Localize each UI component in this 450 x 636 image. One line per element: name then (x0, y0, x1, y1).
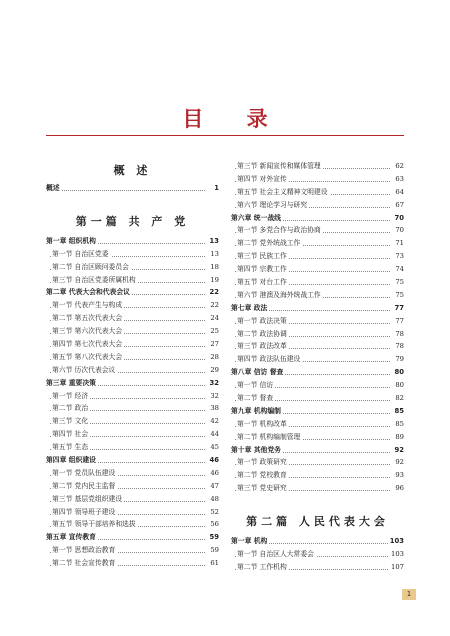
entry-label: 第八章 信访 督查 (231, 366, 285, 379)
toc-section-entry[interactable] (46, 518, 219, 531)
entry-label: 第二节 工作机构 (237, 561, 289, 574)
toc-chapter-entry[interactable] (231, 444, 404, 457)
toc-section-entry[interactable] (46, 390, 219, 403)
entry-label: 第一节 思想政治教育 (52, 544, 117, 557)
entry-page-number: 85 (393, 418, 404, 431)
entry-page-number: 62 (393, 160, 404, 173)
entry-page-number: 93 (393, 469, 404, 482)
entry-page-number: 32 (208, 377, 219, 390)
entry-label: 第一节 机构改革 (237, 418, 289, 431)
entry-label: 第二章 代表大会和代表会议 (46, 286, 132, 299)
toc-section-entry[interactable] (231, 186, 404, 199)
entry-label: 第三节 基层党组织建设 (52, 493, 124, 506)
entry-label: 第一节 政法决策 (237, 315, 289, 328)
entry-page-number: 59 (208, 531, 219, 544)
entry-label: 第一节 政策研究 (237, 456, 289, 469)
entry-label: 第三节 文化 (52, 415, 90, 428)
entry-label: 第一节 经济 (52, 390, 90, 403)
toc-section-entry[interactable] (46, 338, 219, 351)
entry-page-number: 24 (208, 312, 219, 325)
entry-page-number: 79 (393, 353, 404, 366)
entry-page-number: 52 (208, 506, 219, 519)
toc-section-entry[interactable] (46, 441, 219, 454)
entry-page-number: 63 (393, 173, 404, 186)
entry-page-number: 82 (393, 392, 404, 405)
entry-page-number: 61 (208, 557, 219, 570)
entry-label: 第六章 统一战线 (231, 212, 283, 225)
entry-page-number: 103 (388, 535, 404, 548)
dot-leader (50, 190, 205, 191)
entry-page-number: 64 (393, 186, 404, 199)
entry-label: 第五节 对台工作 (237, 276, 289, 289)
toc-section-entry[interactable] (46, 364, 219, 377)
entry-page-number: 45 (208, 441, 219, 454)
toc-left-column (46, 160, 219, 570)
toc-section-entry[interactable] (46, 402, 219, 415)
entry-page-number: 75 (393, 276, 404, 289)
page-number: 1 (402, 589, 416, 600)
entry-label: 第四节 领导班子建设 (52, 506, 117, 519)
entry-label: 第三节 党史研究 (237, 482, 289, 495)
entry-label: 第六节 港澳及海外统战工作 (237, 289, 323, 302)
toc-section-entry[interactable] (231, 418, 404, 431)
entry-label: 第三节 民族工作 (237, 250, 289, 263)
entry-page-number: 103 (389, 548, 404, 561)
entry-page-number: 70 (393, 224, 404, 237)
toc-section-entry[interactable] (46, 467, 219, 480)
entry-page-number: 47 (208, 480, 219, 493)
entry-page-number: 78 (393, 340, 404, 353)
toc-section-entry[interactable] (46, 415, 219, 428)
entry-page-number: 29 (208, 364, 219, 377)
part-heading: 第一篇 共 产 党 (75, 214, 190, 228)
entry-label: 第三节 新闻宣传和媒体管理 (237, 160, 323, 173)
toc-section-entry[interactable] (46, 351, 219, 364)
entry-label: 第三节 第六次代表大会 (52, 325, 124, 338)
entry-page-number: 32 (208, 390, 219, 403)
toc-section-entry[interactable] (46, 428, 219, 441)
toc-section-entry[interactable] (46, 325, 219, 338)
entry-page-number: 25 (208, 325, 219, 338)
entry-label: 第三节 自治区党委所属机构 (52, 274, 138, 287)
toc-chapter-entry[interactable] (46, 531, 219, 544)
entry-page-number: 70 (393, 212, 404, 225)
entry-label: 第四节 对外宣传 (237, 173, 289, 186)
toc-section-entry[interactable] (231, 469, 404, 482)
toc-section-entry[interactable] (46, 506, 219, 519)
entry-page-number: 77 (393, 302, 404, 315)
entry-label: 第九章 机构编制 (231, 405, 283, 418)
toc-section-entry[interactable] (231, 353, 404, 366)
entry-page-number: 13 (208, 248, 219, 261)
toc-section-entry[interactable] (231, 315, 404, 328)
entry-label: 第二节 督查 (237, 392, 275, 405)
entry-page-number: 18 (208, 261, 219, 274)
toc-chapter-entry[interactable] (231, 212, 404, 225)
entry-label: 第二节 社会宣传教育 (52, 557, 117, 570)
toc-section-entry[interactable] (231, 456, 404, 469)
entry-page-number: 56 (208, 518, 219, 531)
toc-chapter-entry[interactable] (46, 235, 219, 248)
entry-page-number: 13 (208, 235, 219, 248)
toc-section-entry[interactable] (46, 544, 219, 557)
entry-label: 第一节 多党合作与政治协商 (237, 224, 323, 237)
entry-page-number: 27 (208, 338, 219, 351)
entry-label: 概述 (46, 182, 62, 195)
toc-chapter-entry[interactable] (46, 286, 219, 299)
part-heading: 第二篇 人民代表大会 (246, 515, 389, 529)
toc-chapter-entry[interactable] (231, 535, 404, 548)
entry-label: 第四节 第七次代表大会 (52, 338, 124, 351)
toc-chapter-entry[interactable] (231, 405, 404, 418)
entry-page-number: 22 (208, 286, 219, 299)
toc-section-entry[interactable] (231, 237, 404, 250)
entry-label: 第四节 社会 (52, 428, 90, 441)
entry-page-number: 22 (208, 299, 219, 312)
entry-page-number: 92 (393, 444, 404, 457)
toc-chapter-entry[interactable] (231, 302, 404, 315)
toc-section-entry[interactable] (46, 299, 219, 312)
entry-label: 第二节 党外统战工作 (237, 237, 302, 250)
toc-section-entry[interactable] (231, 173, 404, 186)
entry-page-number: 28 (208, 351, 219, 364)
entry-label: 第一节 自治区党委 (52, 248, 111, 261)
entry-page-number: 107 (389, 561, 404, 574)
toc-section-entry[interactable] (46, 248, 219, 261)
entry-label: 第一章 机构 (231, 535, 269, 548)
entry-page-number: 71 (393, 237, 404, 250)
entry-label: 第一章 组织机构 (46, 235, 98, 248)
entry-page-number: 46 (208, 454, 219, 467)
page-title: 目 录 (182, 106, 286, 131)
entry-page-number: 75 (393, 289, 404, 302)
toc-section-entry[interactable] (231, 250, 404, 263)
entry-page-number: 96 (393, 482, 404, 495)
entry-page-number: 78 (393, 328, 404, 341)
title-divider (46, 135, 404, 136)
entry-label: 第五节 领导干部培养和选拔 (52, 518, 138, 531)
toc-section-entry[interactable] (231, 340, 404, 353)
toc-section-entry[interactable] (231, 328, 404, 341)
entry-page-number: 46 (208, 467, 219, 480)
entry-label: 第一节 信访 (237, 379, 275, 392)
entry-label: 第七章 政法 (231, 302, 269, 315)
entry-label: 第五章 宣传教育 (46, 531, 98, 544)
entry-label: 第六节 理论学习与研究 (237, 199, 309, 212)
part-heading: 概 述 (113, 164, 152, 177)
toc-section-entry[interactable] (231, 482, 404, 495)
toc-chapter-entry[interactable] (46, 454, 219, 467)
entry-label: 第二节 党内民主监督 (52, 480, 117, 493)
toc-chapter-entry[interactable] (231, 366, 404, 379)
entry-page-number: 77 (393, 315, 404, 328)
entry-page-number: 19 (208, 274, 219, 287)
toc-section-entry[interactable] (46, 480, 219, 493)
entry-label: 第二节 政治 (52, 402, 90, 415)
entry-label: 第四章 组织建设 (46, 454, 98, 467)
toc-section-entry[interactable] (46, 493, 219, 506)
toc-section-entry[interactable] (231, 224, 404, 237)
entry-page-number: 92 (393, 456, 404, 469)
entry-label: 第三节 政法改革 (237, 340, 289, 353)
entry-label: 第一节 代表产生与构成 (52, 299, 124, 312)
entry-label: 第五节 第八次代表大会 (52, 351, 124, 364)
entry-label: 第二节 第五次代表大会 (52, 312, 124, 325)
toc-right-column (231, 160, 404, 574)
toc-section-entry[interactable] (231, 431, 404, 444)
entry-label: 第五节 社会主义精神文明建设 (237, 186, 330, 199)
entry-label: 第五节 生态 (52, 441, 90, 454)
entry-page-number: 85 (393, 405, 404, 418)
toc-section-entry[interactable] (46, 312, 219, 325)
entry-page-number: 80 (393, 379, 404, 392)
toc-section-entry[interactable] (46, 274, 219, 287)
entry-label: 第三章 重要决策 (46, 377, 98, 390)
entry-page-number: 1 (212, 182, 219, 195)
entry-label: 第二节 政法协调 (237, 328, 289, 341)
entry-label: 第二节 自治区顾问委员会 (52, 261, 131, 274)
toc-chapter-entry[interactable] (46, 182, 219, 195)
toc-chapter-entry[interactable] (46, 377, 219, 390)
entry-page-number: 80 (393, 366, 404, 379)
entry-label: 第十章 其他党务 (231, 444, 283, 457)
entry-label: 第四节 政法队伍建设 (237, 353, 302, 366)
toc-section-entry[interactable] (231, 561, 404, 574)
entry-page-number: 44 (208, 428, 219, 441)
entry-page-number: 38 (208, 402, 219, 415)
toc-section-entry[interactable] (46, 261, 219, 274)
entry-label: 第一节 自治区人大常委会 (237, 548, 316, 561)
entry-page-number: 89 (393, 431, 404, 444)
toc-section-entry[interactable] (231, 392, 404, 405)
toc-section-entry[interactable] (231, 548, 404, 561)
entry-label: 第二节 党校教育 (237, 469, 289, 482)
entry-page-number: 67 (393, 199, 404, 212)
entry-label: 第一节 党员队伍建设 (52, 467, 117, 480)
toc-section-entry[interactable] (231, 263, 404, 276)
entry-page-number: 59 (208, 544, 219, 557)
toc-section-entry[interactable] (231, 160, 404, 173)
entry-label: 第四节 宗教工作 (237, 263, 289, 276)
entry-page-number: 73 (393, 250, 404, 263)
entry-page-number: 42 (208, 415, 219, 428)
entry-label: 第二节 机构编制管理 (237, 431, 302, 444)
entry-label: 第六节 历次代表会议 (52, 364, 117, 377)
toc-section-entry[interactable] (231, 199, 404, 212)
toc-section-entry[interactable] (231, 379, 404, 392)
toc-section-entry[interactable] (46, 557, 219, 570)
toc-section-entry[interactable] (231, 276, 404, 289)
entry-page-number: 74 (393, 263, 404, 276)
toc-section-entry[interactable] (231, 289, 404, 302)
entry-page-number: 48 (208, 493, 219, 506)
